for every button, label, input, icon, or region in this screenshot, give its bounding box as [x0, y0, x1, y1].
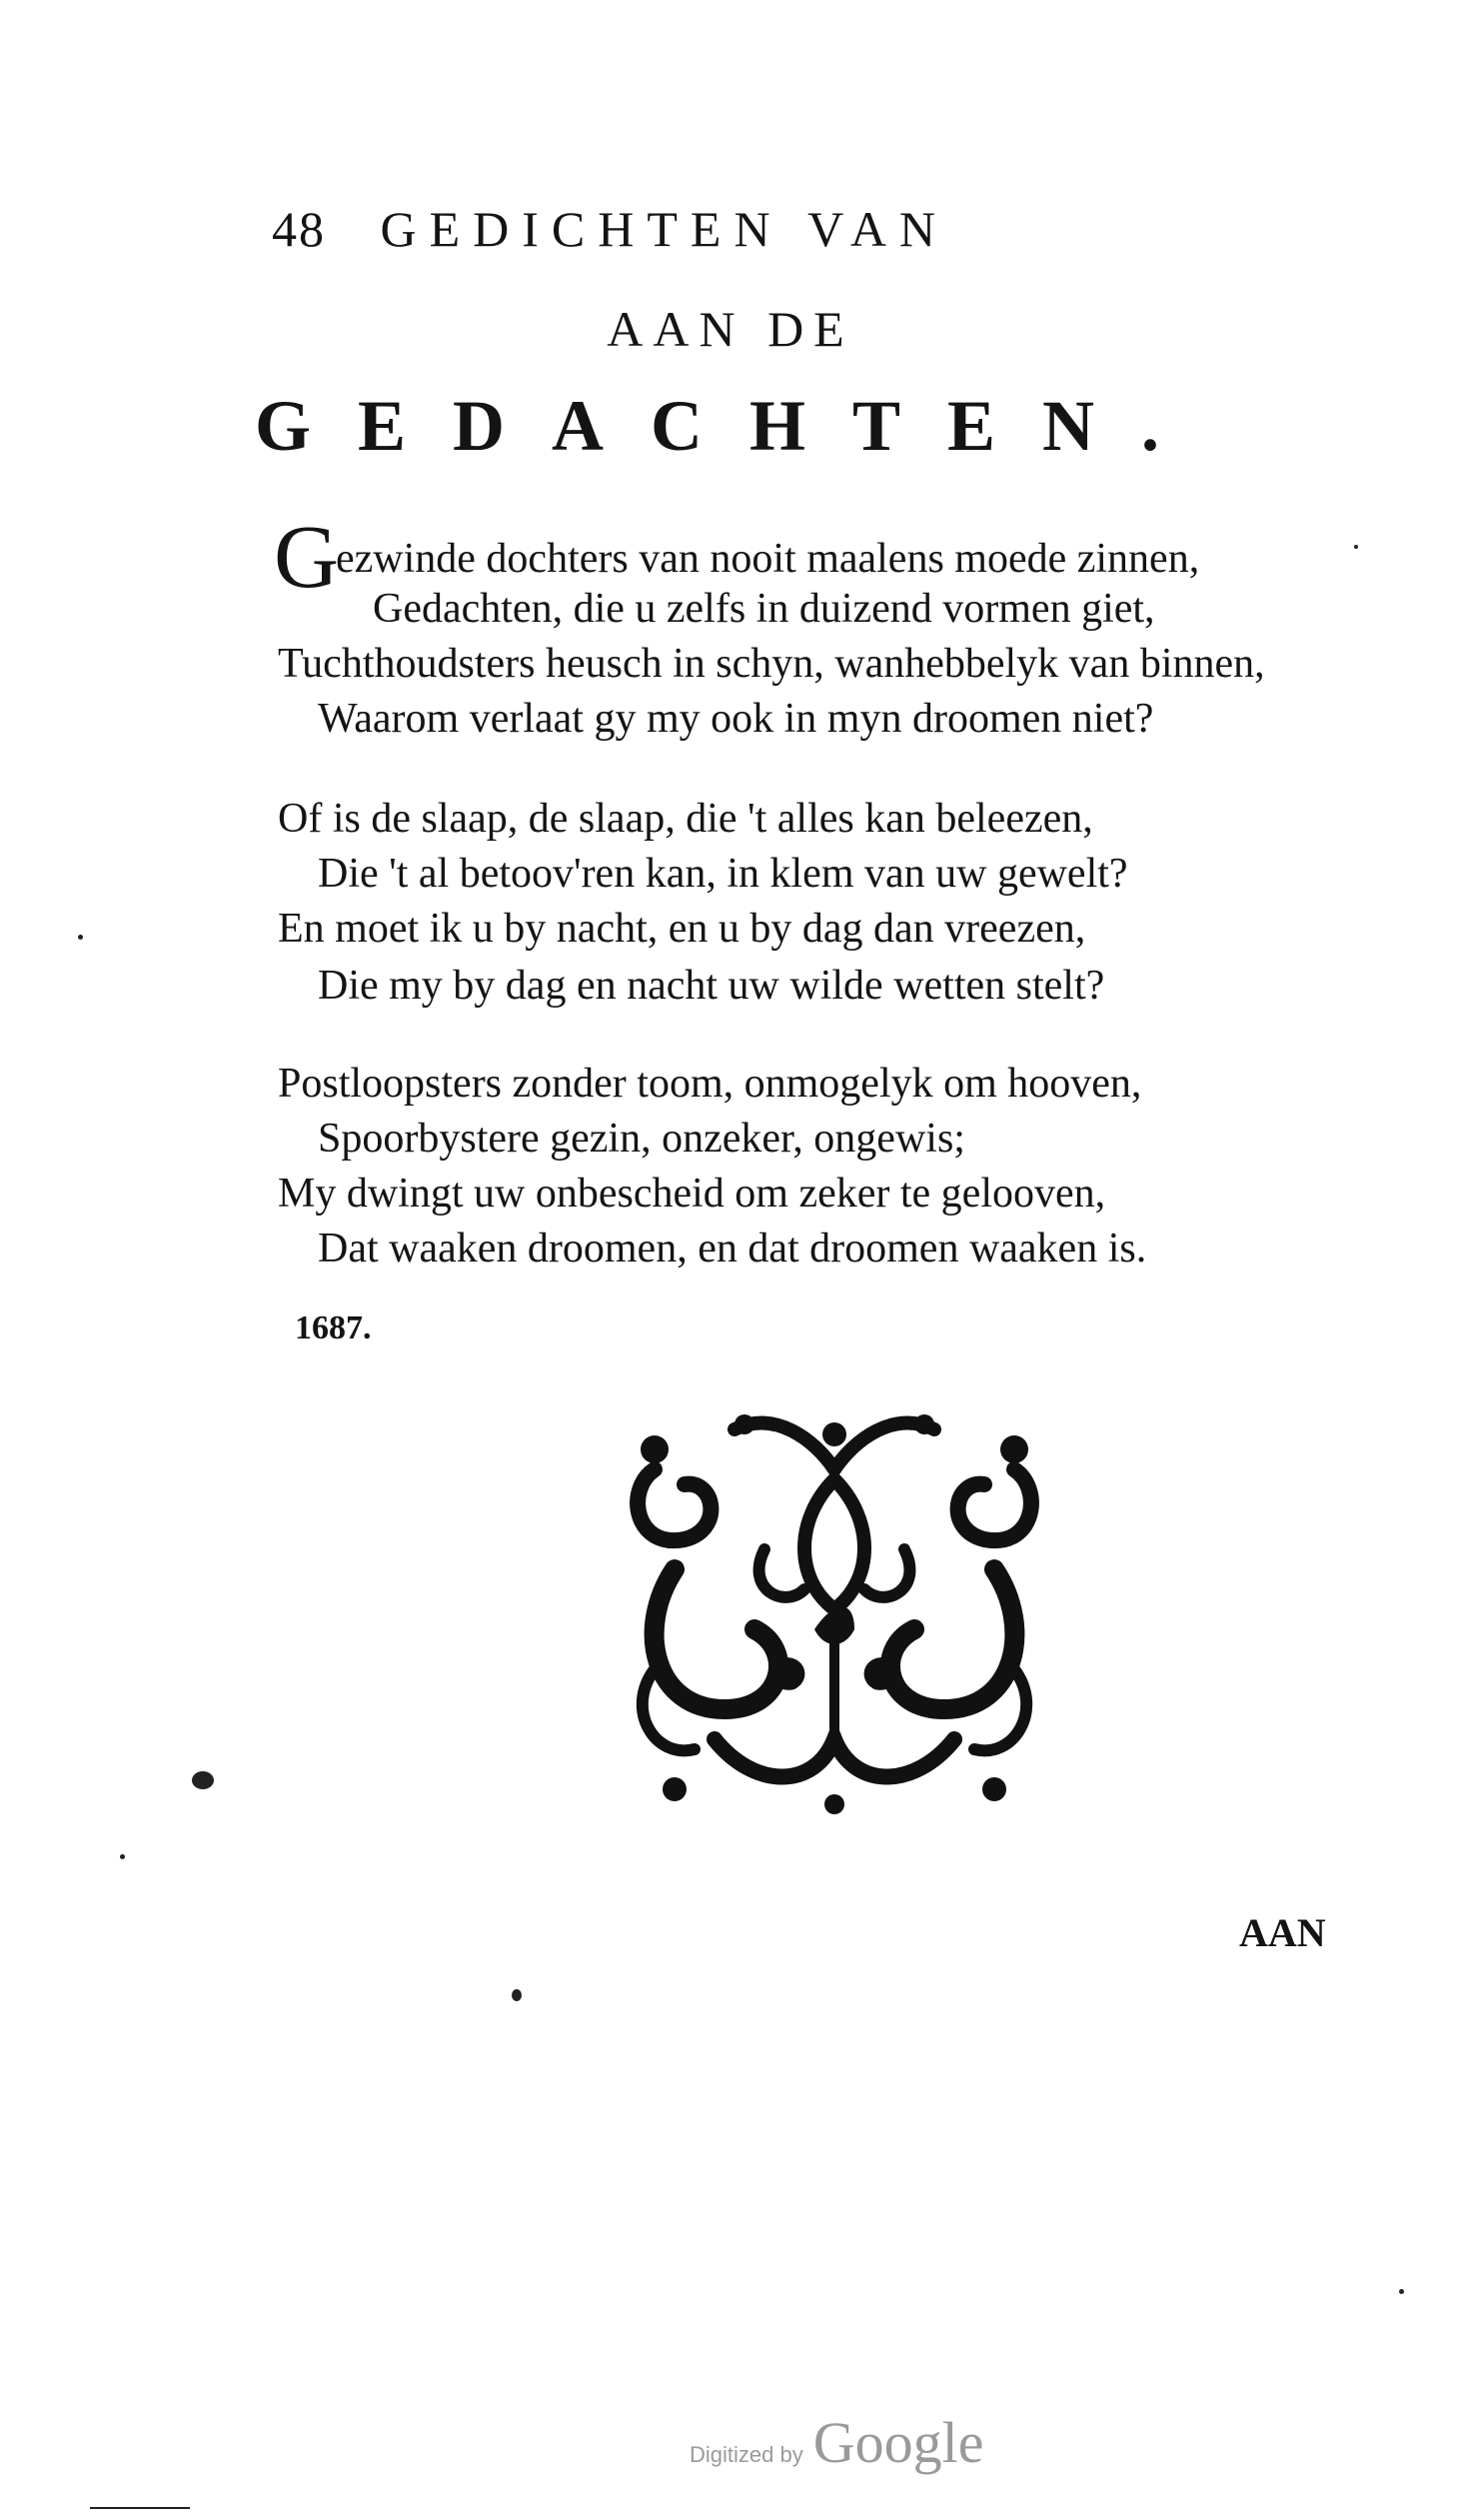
ink-speck — [120, 1854, 125, 1859]
ink-speck — [1354, 545, 1358, 549]
poem-line-7: En moet ik u by nacht, en u by dag dan vreezen, — [278, 906, 1086, 952]
poem-subtitle: AAN DE — [607, 301, 854, 357]
ink-speck — [512, 1989, 522, 2001]
poem-line-6: Die 't al betoov'ren kan, in klem van uw gewelt? — [318, 851, 1128, 897]
watermark-prefix: Digitized by — [690, 2442, 803, 2467]
watermark-brand: Google — [812, 2410, 984, 2475]
poem-line-5: Of is de slaap, de slaap, die 't alles kan beleezen, — [278, 796, 1093, 842]
digitized-watermark — [690, 2409, 983, 2476]
poem-year: 1687. — [295, 1309, 372, 1346]
poem-line-4: Waarom verlaat gy my ook in myn droomen niet? — [318, 696, 1154, 742]
catchword: AAN — [1239, 1910, 1326, 1955]
fleuron-ornament-icon — [615, 1409, 1054, 1819]
poem-line-10: Spoorbystere gezin, onzeker, ongewis; — [318, 1116, 965, 1162]
poem-line-2: Gedachten, die u zelfs in duizend vormen giet, — [373, 586, 1155, 632]
running-head — [272, 200, 948, 258]
poem-line-12: Dat waaken droomen, en dat droomen waaken is. — [318, 1226, 1147, 1271]
ink-speck — [78, 935, 83, 940]
poem-line-1: G ezwinde dochters van nooit maalens moede zinnen, — [274, 508, 1200, 607]
running-title: GEDICHTEN VAN — [380, 201, 949, 257]
poem-title: GEDACHTEN. — [254, 386, 1207, 466]
poem-line-8: Die my by dag en nacht uw wilde wetten stelt? — [318, 963, 1105, 1009]
ink-speck — [90, 2507, 190, 2509]
drop-cap: G — [274, 508, 339, 607]
ink-speck — [192, 1771, 214, 1789]
poem-line-3: Tuchthoudsters heusch in schyn, wanhebbelyk van binnen, — [278, 641, 1265, 687]
poem-line-11: My dwingt uw onbescheid om zeker te gelooven, — [278, 1171, 1106, 1217]
page-number: 48 — [272, 201, 326, 257]
poem-line-9: Postloopsters zonder toom, onmogelyk om hooven, — [278, 1061, 1142, 1107]
ink-speck — [1399, 2289, 1404, 2294]
